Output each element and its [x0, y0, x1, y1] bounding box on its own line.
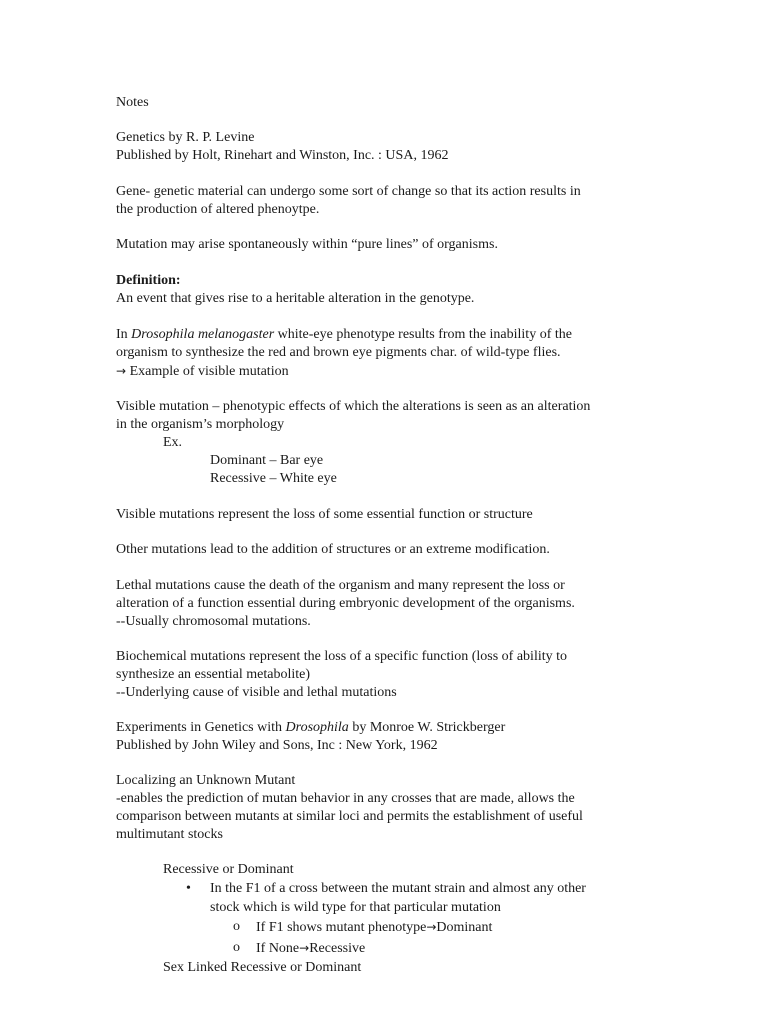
lethal-line2: alteration of a function essential during embryonic development of the organisms.: [116, 596, 575, 611]
sex-linked-heading: Sex Linked Recessive or Dominant: [163, 960, 362, 975]
dominant-example: Dominant – Bar eye: [210, 453, 324, 468]
reference-2-prefix: Experiments in Genetics with: [116, 720, 286, 735]
arrow-right-icon: →: [426, 920, 437, 934]
lethal-line3: --Usually chromosomal mutations.: [116, 614, 311, 629]
localizing-line1: -enables the prediction of mutan behavior in any crosses that are made, allows the: [116, 791, 575, 806]
lethal-line1: Lethal mutations cause the death of the organism and many represent the loss or: [116, 578, 565, 593]
gene-definition-line2: the production of altered phenoytpe.: [116, 202, 320, 217]
sub-bullet-2-result: Recessive: [309, 941, 366, 956]
drosophila-line2: organism to synthesize the red and brown eye pigments char. of wild-type flies.: [116, 345, 561, 360]
reference-2-italic: Drosophila: [285, 720, 349, 735]
drosophila-prefix: In: [116, 327, 132, 342]
visible-mutation-line1: Visible mutation – phenotypic effects of which the alterations is seen as an alteration: [116, 399, 591, 414]
reference-2-suffix: by Monroe W. Strickberger: [348, 720, 506, 735]
gene-definition-line1: Gene- genetic material can undergo some sort of change so that its action results in: [116, 184, 581, 199]
sub-bullet-1-result: Dominant: [436, 920, 493, 935]
definition-heading: Definition:: [116, 273, 181, 288]
visible-example-text: Example of visible mutation: [126, 364, 289, 379]
arrow-right-icon: →: [299, 941, 310, 955]
drosophila-line1-rest: white-eye phenotype results from the inability of the: [274, 327, 572, 342]
mutation-spontaneous-text: Mutation may arise spontaneously within “pure lines” of organisms.: [116, 237, 498, 252]
sub-bullet-2-text: If None: [256, 941, 300, 956]
other-mutations-text: Other mutations lead to the addition of structures or an extreme modification.: [116, 542, 550, 557]
bullet-icon: •: [186, 881, 191, 896]
biochemical-line3: --Underlying cause of visible and lethal mutations: [116, 685, 397, 700]
localizing-line3: multimutant stocks: [116, 827, 223, 842]
reference-2-title: [116, 719, 656, 737]
localizing-heading: Localizing an Unknown Mutant: [116, 773, 296, 788]
drosophila-species: Drosophila melanogaster: [131, 327, 275, 342]
definition-text: An event that gives rise to a heritable alteration in the genotype.: [116, 291, 475, 306]
reference-1-title: Genetics by R. P. Levine: [116, 130, 255, 145]
biochemical-line1: Biochemical mutations represent the loss of a specific function (loss of ability to: [116, 649, 568, 664]
visible-example-line: [116, 362, 656, 381]
bullet-line1: In the F1 of a cross between the mutant strain and almost any other: [210, 881, 586, 896]
notes-heading: Notes: [116, 95, 149, 110]
visible-loss-text: Visible mutations represent the loss of some essential function or structure: [116, 507, 533, 522]
sub-bullet-icon: o: [233, 919, 240, 934]
bullet-line2: stock which is wild type for that particular mutation: [210, 900, 501, 915]
example-label: Ex.: [163, 435, 183, 450]
drosophila-line1: [116, 326, 656, 344]
sub-bullet-1-text: If F1 shows mutant phenotype: [256, 920, 427, 935]
sub-bullet-icon: o: [233, 940, 240, 955]
biochemical-line2: synthesize an essential metabolite): [116, 667, 310, 682]
reference-1-publisher: Published by Holt, Rinehart and Winston, Inc. : USA, 1962: [116, 148, 449, 163]
arrow-right-icon: →: [116, 364, 127, 378]
sub-bullet-2: [256, 939, 656, 958]
reference-2-publisher: Published by John Wiley and Sons, Inc : New York, 1962: [116, 738, 438, 753]
recessive-example: Recessive – White eye: [210, 471, 337, 486]
sub-bullet-1: [256, 918, 656, 937]
recessive-or-dominant-heading: Recessive or Dominant: [163, 862, 294, 877]
visible-mutation-line2: in the organism’s morphology: [116, 417, 285, 432]
localizing-line2: comparison between mutants at similar loci and permits the establishment of useful: [116, 809, 583, 824]
